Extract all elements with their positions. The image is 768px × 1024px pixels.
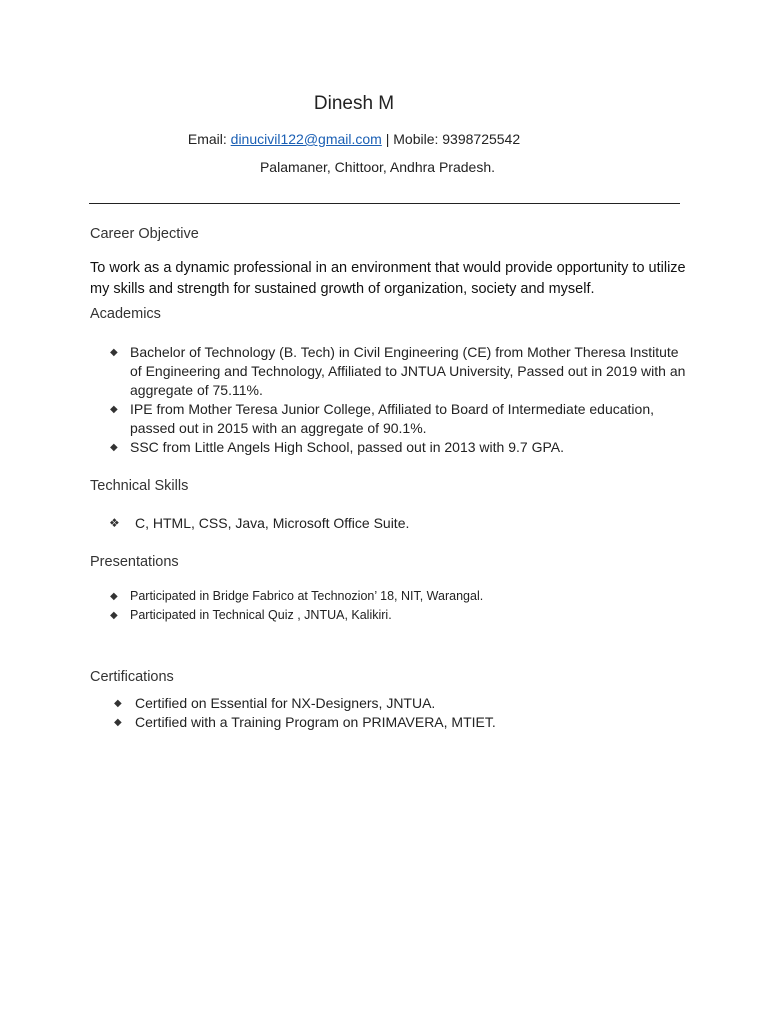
certifications-list (90, 694, 690, 732)
presentations-item: Participated in Bridge Fabrico at Technozion’ 18, NIT, Warangal. (130, 589, 484, 603)
diamond-bullet-icon: ◆ (110, 610, 118, 621)
presentations-item: Participated in Technical Quiz , JNTUA, Kalikiri. (130, 608, 392, 622)
career-objective-text: To work as a dynamic professional in an environment that would provide opportunity to utilize my skills and strength for sustained growth of organization, society and myself. (90, 260, 686, 297)
diamond-bullet-icon: ◆ (110, 347, 118, 358)
presentations-heading: Presentations (90, 554, 179, 570)
address: Palamaner, Chittoor, Andhra Pradesh. (259, 159, 496, 175)
list-item (90, 400, 690, 438)
career-objective-heading: Career Objective (90, 226, 199, 242)
academics-item: SSC from Little Angels High School, passed out in 2013 with 9.7 GPA. (130, 439, 564, 455)
list-item (90, 694, 690, 713)
certifications-heading: Certifications (90, 669, 174, 685)
academics-item: Bachelor of Technology (B. Tech) in Civil Engineering (CE) from Mother Theresa Institute of Engineering and Technology, Affiliated to JNTUA University, Passed out in 2019 with an aggregate of 75.11%. (130, 344, 686, 398)
list-item (90, 514, 690, 533)
academics-item: IPE from Mother Teresa Junior College, Affiliated to Board of Intermediate education, passed out in 2015 with an aggregate of 90.1%. (130, 401, 654, 436)
academics-heading: Academics (90, 306, 161, 322)
certifications-item: Certified on Essential for NX-Designers, JNTUA. (135, 695, 436, 711)
technical-skills-heading: Technical Skills (90, 478, 189, 494)
list-item (90, 606, 690, 625)
email-link[interactable]: dinucivil122@gmail.com (230, 131, 382, 147)
diamond-bullet-icon: ◆ (114, 698, 122, 709)
list-item (90, 587, 690, 606)
diamond-bullet-icon: ◆ (110, 404, 118, 415)
list-item (90, 343, 690, 400)
presentations-list (90, 587, 690, 625)
list-item (90, 438, 690, 457)
resume-body (90, 226, 690, 732)
diamond-bullet-icon: ◆ (110, 442, 118, 453)
header-divider (89, 203, 680, 204)
skills-item: C, HTML, CSS, Java, Microsoft Office Suite. (135, 515, 410, 531)
certifications-item: Certified with a Training Program on PRIMAVERA, MTIET. (135, 714, 496, 730)
diamond-bullet-icon: ◆ (110, 591, 118, 602)
email-label: Email: (187, 131, 231, 147)
list-item (90, 713, 690, 732)
candidate-name: Dinesh M (313, 93, 395, 114)
hollow-diamond-bullet-icon: ❖ (109, 516, 120, 530)
mobile-text: | Mobile: 9398725542 (381, 131, 521, 147)
contact-line (0, 131, 708, 147)
skills-list (90, 514, 690, 533)
diamond-bullet-icon: ◆ (114, 717, 122, 728)
academics-list (90, 343, 690, 457)
